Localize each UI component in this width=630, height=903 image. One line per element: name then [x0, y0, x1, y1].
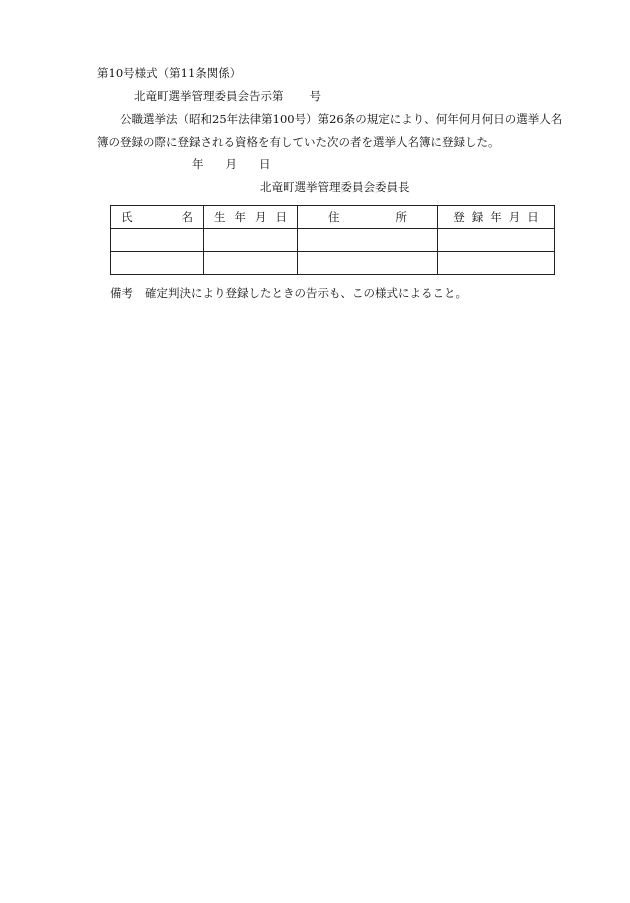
- date-day: 日: [259, 157, 271, 171]
- notice-title: [134, 89, 321, 103]
- registry-table: [110, 205, 555, 275]
- table-cell: [298, 252, 438, 275]
- table-cell: [111, 229, 204, 252]
- table-cell: [438, 252, 555, 275]
- notice-title-suffix: 号: [309, 89, 321, 103]
- header-birthdate: 生 年 月 日: [204, 206, 298, 229]
- table-header-row: [111, 206, 555, 229]
- body-text-line-1: 公職選挙法（昭和25年法律第100号）第26条の規定により、何年何月何日の選挙人名: [120, 112, 563, 126]
- header-address: 住 所: [298, 206, 438, 229]
- table-cell: [438, 229, 555, 252]
- date-year: 年: [192, 157, 204, 171]
- table-cell: [204, 252, 298, 275]
- header-registration-date: 登 録 年 月 日: [438, 206, 555, 229]
- body-text-line-2: 簿の登録の際に登録される資格を有していた次の者を選挙人名簿に登録した。: [97, 135, 500, 149]
- remark-text: 確定判決により登録したときの告示も、この様式によること。: [145, 286, 467, 300]
- notice-title-prefix: 北竜町選挙管理委員会告示第: [134, 89, 284, 103]
- remark-label: 備考: [110, 286, 133, 300]
- table-cell: [111, 252, 204, 275]
- date-line: [192, 157, 271, 171]
- table-row: [111, 229, 555, 252]
- form-number: 第10号様式（第11条関係）: [97, 66, 242, 80]
- table-cell: [204, 229, 298, 252]
- table-row: [111, 252, 555, 275]
- chairman-title: 北竜町選挙管理委員会委員長: [260, 180, 410, 194]
- date-month: 月: [225, 157, 237, 171]
- remark: [110, 286, 467, 300]
- table-cell: [298, 229, 438, 252]
- header-name: 氏 名: [111, 206, 204, 229]
